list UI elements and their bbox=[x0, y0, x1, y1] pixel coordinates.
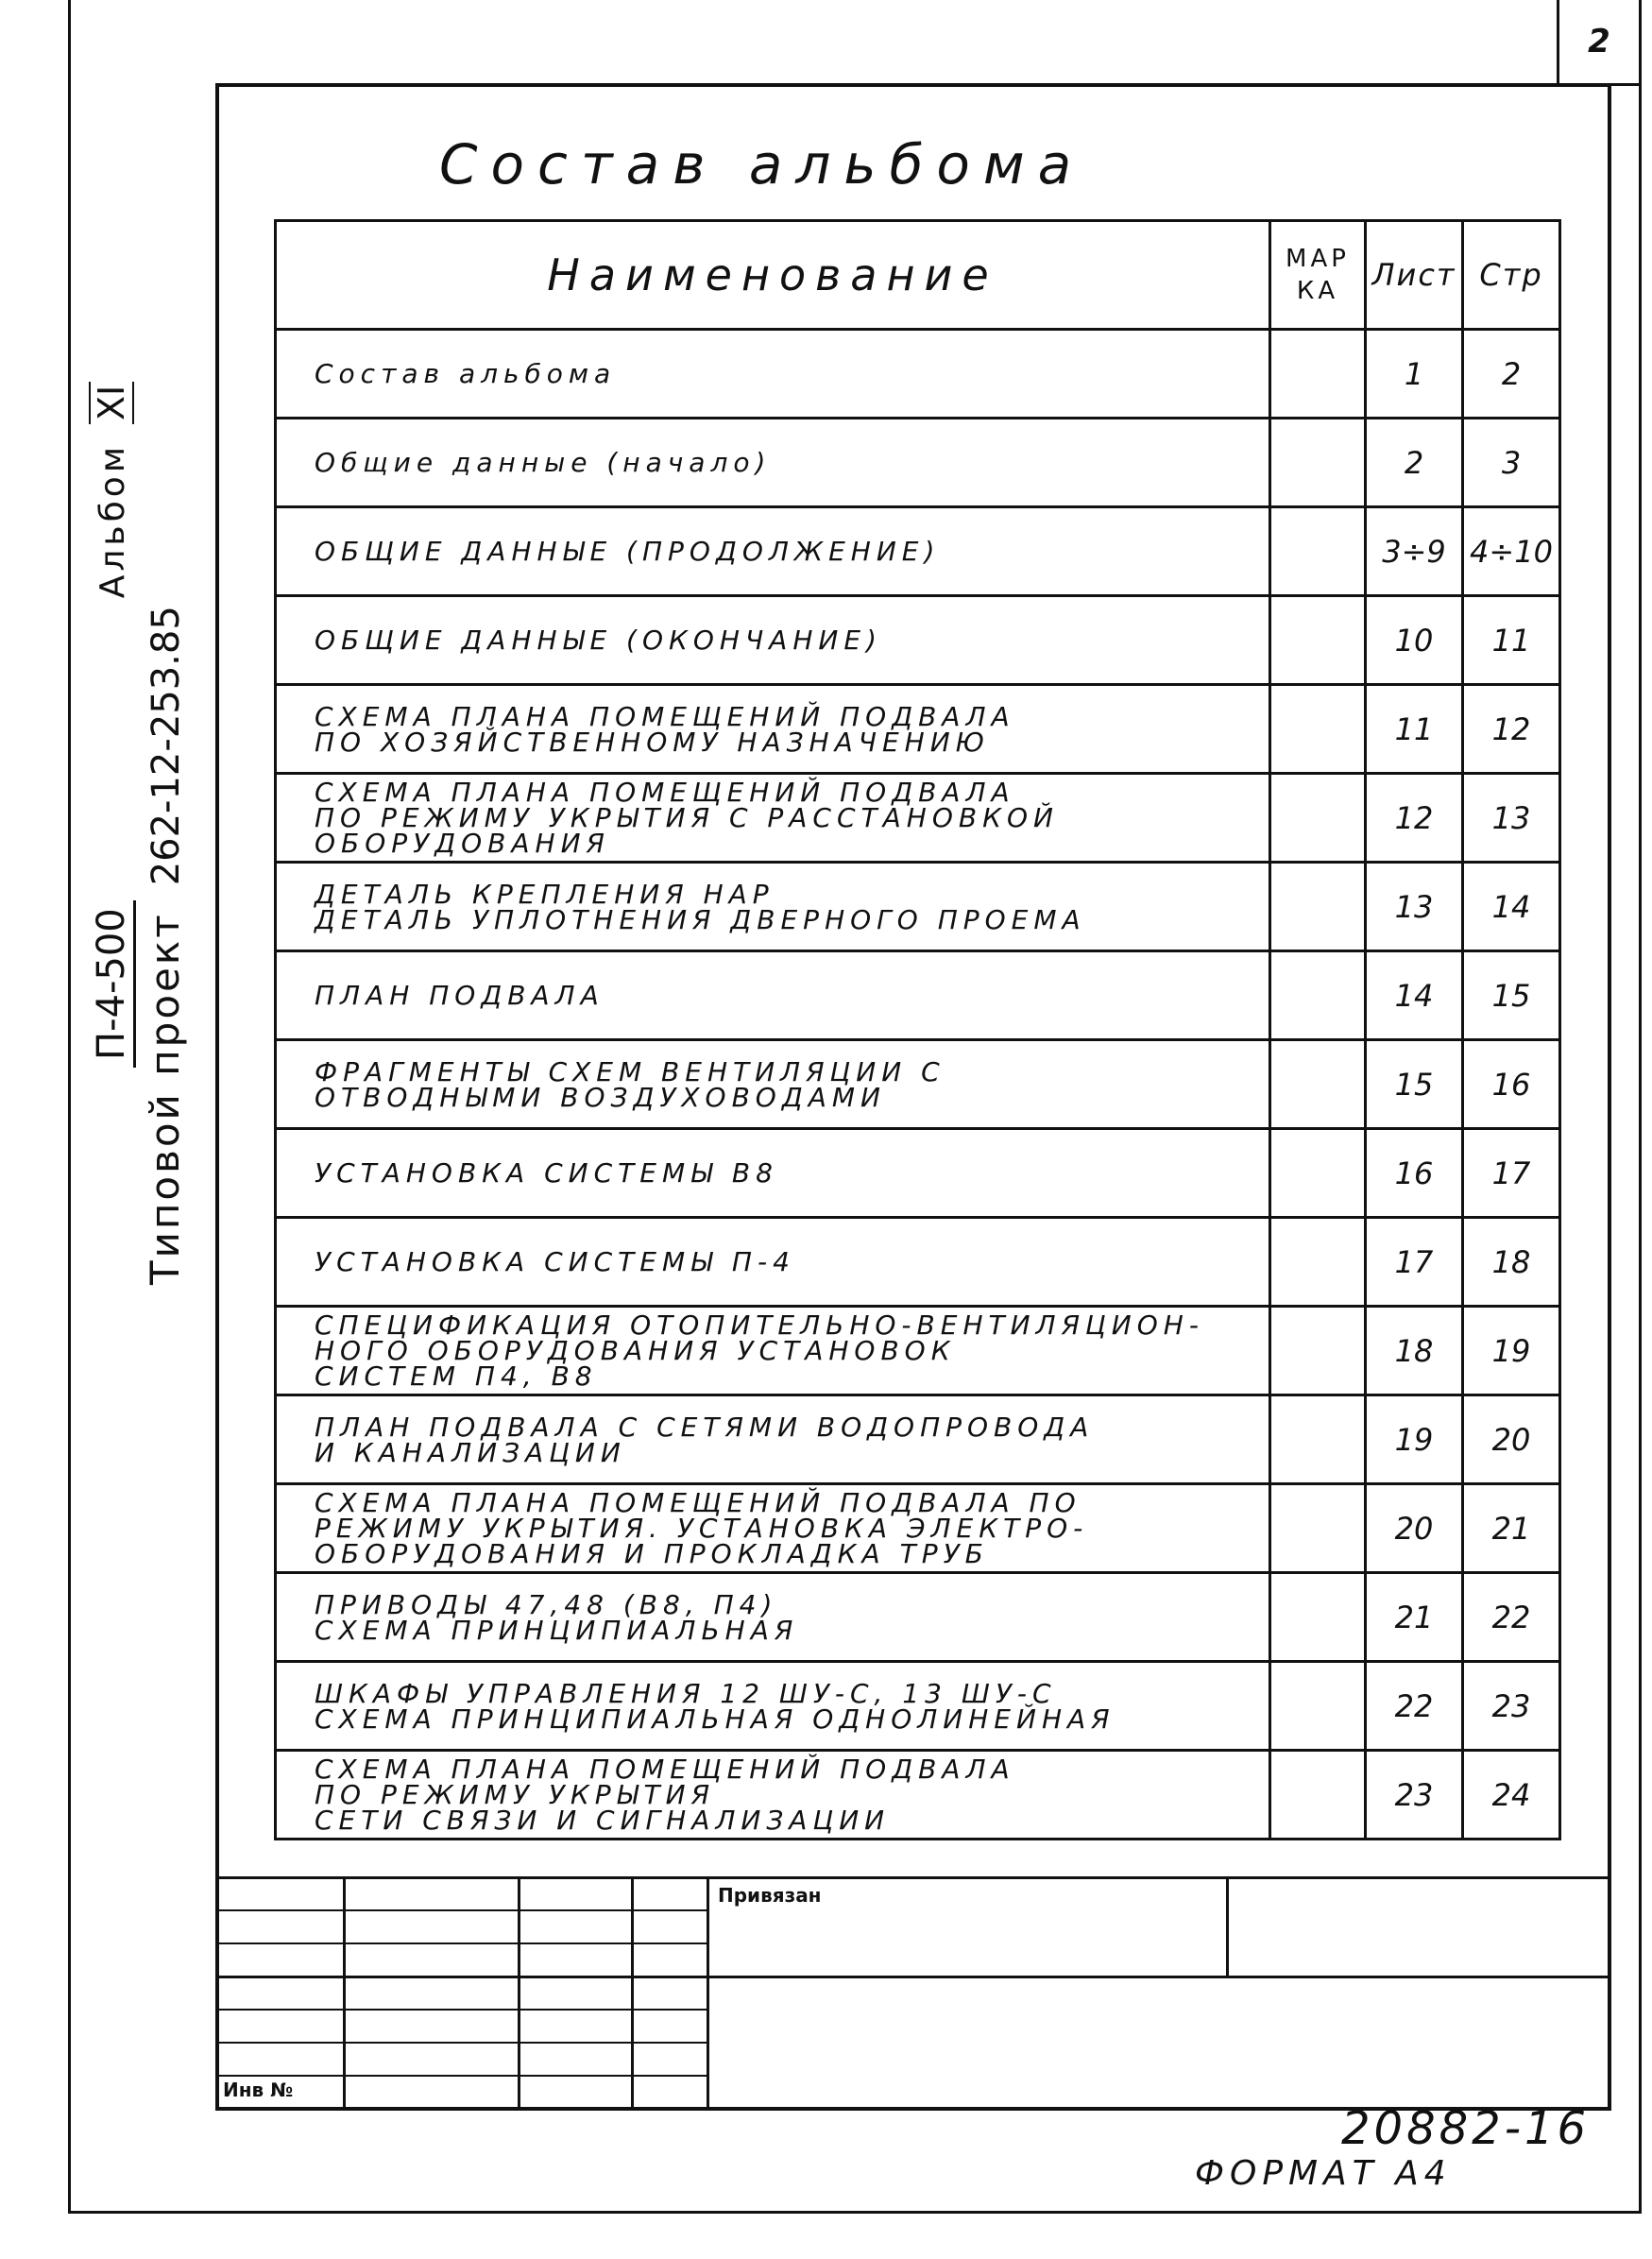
table-row bbox=[276, 1662, 1560, 1751]
page-number: 2 bbox=[1557, 0, 1639, 86]
row-sheet: 14 bbox=[1366, 951, 1463, 1040]
row-name: ФРАГМЕНТЫ СХЕМ ВЕНТИЛЯЦИИ С ОТВОДНЫМИ ВОЗДУХОВОДАМИ bbox=[276, 1040, 1270, 1129]
row-name: СХЕМА ПЛАНА ПОМЕЩЕНИЙ ПОДВАЛА ПО РЕЖИМУ УКРЫТИЯ. УСТАНОВКА ЭЛЕКТРО- ОБОРУДОВАНИЯ И ПРОКЛАДКА ТРУБ bbox=[276, 1484, 1270, 1573]
row-mark bbox=[1270, 330, 1366, 419]
row-mark bbox=[1270, 1129, 1366, 1218]
page-title: Состав альбома bbox=[439, 132, 1085, 197]
row-page: 22 bbox=[1463, 1573, 1560, 1662]
row-mark bbox=[1270, 507, 1366, 596]
row-name: СХЕМА ПЛАНА ПОМЕЩЕНИЙ ПОДВАЛА ПО РЕЖИМУ УКРЫТИЯ СЕТИ СВЯЗИ И СИГНАЛИЗАЦИИ bbox=[276, 1751, 1270, 1840]
row-page: 17 bbox=[1463, 1129, 1560, 1218]
table-row bbox=[276, 863, 1560, 951]
row-page: 11 bbox=[1463, 596, 1560, 685]
row-page: 20 bbox=[1463, 1395, 1560, 1484]
table-row bbox=[276, 1218, 1560, 1307]
row-page: 21 bbox=[1463, 1484, 1560, 1573]
row-name: СХЕМА ПЛАНА ПОМЕЩЕНИЙ ПОДВАЛА ПО ХОЗЯЙСТВЕННОМУ НАЗНАЧЕНИЮ bbox=[276, 685, 1270, 774]
table-row bbox=[276, 1484, 1560, 1573]
table-row bbox=[276, 1040, 1560, 1129]
row-mark bbox=[1270, 1573, 1366, 1662]
header-page: Стр bbox=[1463, 221, 1560, 330]
row-page: 12 bbox=[1463, 685, 1560, 774]
table-row bbox=[276, 1395, 1560, 1484]
row-name: УСТАНОВКА СИСТЕМЫ В8 bbox=[276, 1129, 1270, 1218]
inventory-number-label: Инв № bbox=[223, 2079, 294, 2101]
row-name: ОБЩИЕ ДАННЫЕ (ОКОНЧАНИЕ) bbox=[276, 596, 1270, 685]
row-name: Состав альбома bbox=[276, 330, 1270, 419]
row-mark bbox=[1270, 685, 1366, 774]
table-row bbox=[276, 1129, 1560, 1218]
row-name: ОБЩИЕ ДАННЫЕ (ПРОДОЛЖЕНИЕ) bbox=[276, 507, 1270, 596]
header-name: Наименование bbox=[276, 221, 1270, 330]
row-page: 19 bbox=[1463, 1307, 1560, 1395]
row-mark bbox=[1270, 863, 1366, 951]
row-mark bbox=[1270, 419, 1366, 507]
row-sheet: 3÷9 bbox=[1366, 507, 1463, 596]
row-name: ДЕТАЛЬ КРЕПЛЕНИЯ НАР ДЕТАЛЬ УПЛОТНЕНИЯ ДВЕРНОГО ПРОЕМА bbox=[276, 863, 1270, 951]
title-block bbox=[215, 1876, 1608, 2107]
header-mark: МАР КА bbox=[1270, 221, 1366, 330]
table-row bbox=[276, 1307, 1560, 1395]
table-row bbox=[276, 419, 1560, 507]
table-row bbox=[276, 774, 1560, 863]
row-mark bbox=[1270, 1040, 1366, 1129]
row-mark bbox=[1270, 1395, 1366, 1484]
row-sheet: 13 bbox=[1366, 863, 1463, 951]
row-mark bbox=[1270, 596, 1366, 685]
row-sheet: 17 bbox=[1366, 1218, 1463, 1307]
row-name: ШКАФЫ УПРАВЛЕНИЯ 12 ШУ-С, 13 ШУ-С СХЕМА ПРИНЦИПИАЛЬНАЯ ОДНОЛИНЕЙНАЯ bbox=[276, 1662, 1270, 1751]
table-row bbox=[276, 330, 1560, 419]
row-mark bbox=[1270, 1307, 1366, 1395]
row-mark bbox=[1270, 1484, 1366, 1573]
row-page: 13 bbox=[1463, 774, 1560, 863]
album-number: XI bbox=[89, 382, 134, 424]
row-sheet: 23 bbox=[1366, 1751, 1463, 1840]
row-sheet: 12 bbox=[1366, 774, 1463, 863]
row-mark bbox=[1270, 1218, 1366, 1307]
format-label: ФОРМАТ А4 bbox=[1195, 2154, 1452, 2193]
table-row bbox=[276, 507, 1560, 596]
header-sheet: Лист bbox=[1366, 221, 1463, 330]
row-mark bbox=[1270, 1751, 1366, 1840]
row-sheet: 20 bbox=[1366, 1484, 1463, 1573]
row-sheet: 1 bbox=[1366, 330, 1463, 419]
row-sheet: 11 bbox=[1366, 685, 1463, 774]
table-row bbox=[276, 1573, 1560, 1662]
row-sheet: 21 bbox=[1366, 1573, 1463, 1662]
table-row bbox=[276, 1751, 1560, 1840]
row-page: 4÷10 bbox=[1463, 507, 1560, 596]
row-name: ПРИВОДЫ 47,48 (В8, П4) СХЕМА ПРИНЦИПИАЛЬНАЯ bbox=[276, 1573, 1270, 1662]
row-mark bbox=[1270, 951, 1366, 1040]
row-sheet: 16 bbox=[1366, 1129, 1463, 1218]
table-row bbox=[276, 951, 1560, 1040]
document-number: 20882-16 bbox=[1341, 2102, 1591, 2155]
row-sheet: 15 bbox=[1366, 1040, 1463, 1129]
row-name: УСТАНОВКА СИСТЕМЫ П-4 bbox=[276, 1218, 1270, 1307]
row-sheet: 19 bbox=[1366, 1395, 1463, 1484]
row-sheet: 10 bbox=[1366, 596, 1463, 685]
row-mark bbox=[1270, 1662, 1366, 1751]
row-name: ПЛАН ПОДВАЛА С СЕТЯМИ ВОДОПРОВОДА И КАНАЛИЗАЦИИ bbox=[276, 1395, 1270, 1484]
row-page: 14 bbox=[1463, 863, 1560, 951]
row-mark bbox=[1270, 774, 1366, 863]
row-name: Общие данные (начало) bbox=[276, 419, 1270, 507]
project-code-top: П-4-500 bbox=[90, 900, 136, 1068]
project-code-bottom: 262-12-253.85 bbox=[145, 606, 188, 886]
row-page: 3 bbox=[1463, 419, 1560, 507]
row-sheet: 2 bbox=[1366, 419, 1463, 507]
table-row bbox=[276, 685, 1560, 774]
row-page: 16 bbox=[1463, 1040, 1560, 1129]
attached-label: Привязан bbox=[718, 1884, 822, 1907]
project-label: Типовой проект bbox=[142, 912, 188, 1285]
album-label: Альбом bbox=[94, 443, 132, 599]
row-page: 24 bbox=[1463, 1751, 1560, 1840]
row-name: ПЛАН ПОДВАЛА bbox=[276, 951, 1270, 1040]
row-sheet: 18 bbox=[1366, 1307, 1463, 1395]
row-page: 18 bbox=[1463, 1218, 1560, 1307]
table-row bbox=[276, 596, 1560, 685]
row-page: 23 bbox=[1463, 1662, 1560, 1751]
row-page: 15 bbox=[1463, 951, 1560, 1040]
row-name: СПЕЦИФИКАЦИЯ ОТОПИТЕЛЬНО-ВЕНТИЛЯЦИОН- НОГО ОБОРУДОВАНИЯ УСТАНОВОК СИСТЕМ П4, В8 bbox=[276, 1307, 1270, 1395]
row-sheet: 22 bbox=[1366, 1662, 1463, 1751]
row-page: 2 bbox=[1463, 330, 1560, 419]
contents-table bbox=[274, 219, 1561, 1840]
table-header-row bbox=[276, 221, 1560, 330]
row-name: СХЕМА ПЛАНА ПОМЕЩЕНИЙ ПОДВАЛА ПО РЕЖИМУ УКРЫТИЯ С РАССТАНОВКОЙ ОБОРУДОВАНИЯ bbox=[276, 774, 1270, 863]
